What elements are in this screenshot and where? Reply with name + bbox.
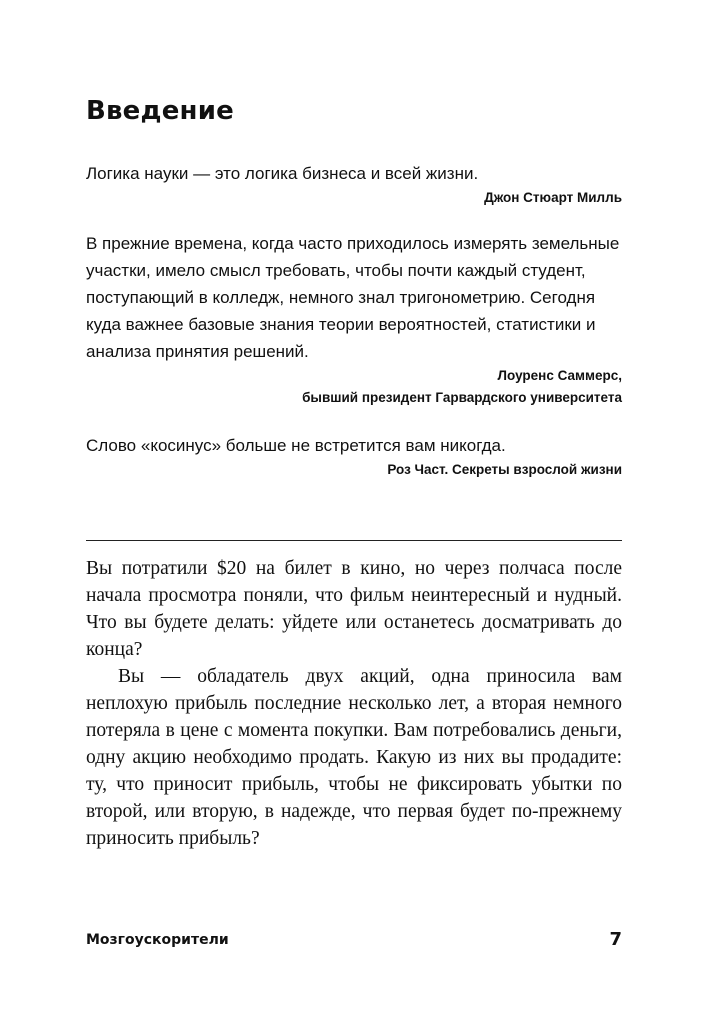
epigraph-attribution: Роз Част. Секреты взрослой жизни — [387, 462, 622, 477]
epigraph — [86, 230, 622, 409]
epigraph-quote: Слово «косинус» больше не встретится вам никогда. — [86, 436, 506, 455]
epigraph-attribution-role: бывший президент Гарвардского университета — [302, 390, 622, 405]
section-divider — [86, 540, 622, 541]
body-paragraph: Вы потратили $20 на билет в кино, но через полчаса после начала просмотра поняли, что фильм неинтересный и нудный. Что вы будете делать: уйдете или останетесь досматривать до конца? — [86, 558, 622, 660]
epigraph-quote: В прежние времена, когда часто приходилось измерять земельные участки, имело смысл требовать, чтобы почти каждый студент, поступающий в колледж, немного знал тригонометрию. Сегодня куда важнее базовые знания теории вероятностей, статистики и анализа принятия решений. — [86, 234, 620, 361]
body-text — [86, 555, 622, 852]
book-page — [86, 0, 622, 1034]
epigraph-attribution: Джон Стюарт Милль — [484, 190, 622, 205]
page-number: 7 — [609, 929, 622, 950]
epigraph — [86, 432, 622, 481]
body-paragraph: Вы — обладатель двух акций, одна приносила вам неплохую прибыль последние несколько лет, а вторая немного потеряла в цене с момента покупки. Вам потребовались деньги, одну акцию необходимо продать. Какую из них вы продадите: ту, что приносит прибыль, чтобы не фиксировать убытки по второй, или вторую, в надежде, что первая будет по-прежнему приносить прибыль? — [86, 666, 622, 849]
epigraph-attribution: Лоуренс Саммерс, — [497, 368, 622, 383]
running-footer-title: Мозгоускорители — [86, 932, 229, 948]
chapter-title: Введение — [86, 96, 234, 126]
epigraph — [86, 160, 622, 209]
epigraph-quote: Логика науки — это логика бизнеса и всей жизни. — [86, 164, 479, 183]
